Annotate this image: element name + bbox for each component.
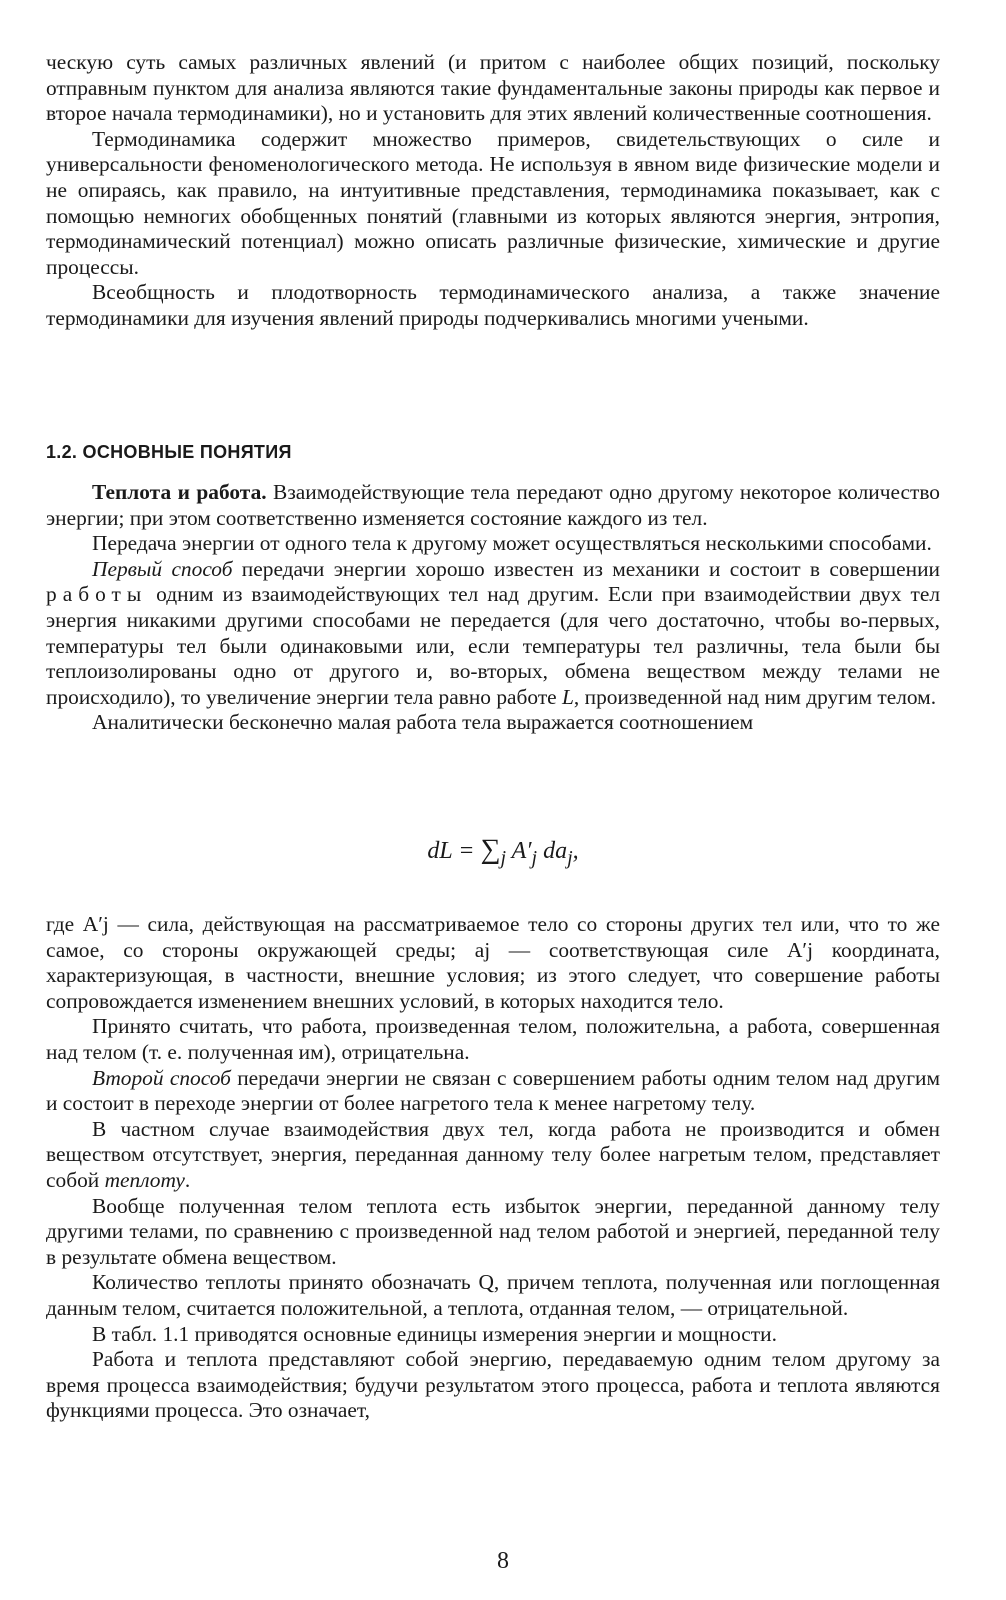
tail-index: j [567,846,573,869]
second-way-text: передачи энергии не связан с совершением работы одним телом над другим и состоит в переходе энергии от более нагретого тела к менее нагретому телу. [46,1065,941,1116]
force-definition-paragraph: где A′j — сила, действующая на рассматриваемое тело со стороны других тел или, что то же самое, со стороны окружающей среды; aj — соответствующая силе A′j координата, характеризующая, в частности, внешние условия; из этого следует, что совершение работы сопровождается изменением внешних условий, в которых находится тело. [46,912,940,1013]
intro-text [46,50,940,332]
formula-lhs: dL = [427,838,481,864]
p3-text-b: одним из взаимодействующих тел над другим. Если при взаимодействии двух тел энергия никакими другими способами не передается (для чего достаточно, чтобы во-первых, температуры тел были одинаковыми или, если температуры тел различны, тела были бы теплоизолированы одно от другого и, во-вторых, обмена веществом между телами не происходило), то увеличение энергии тела равно работе [46,582,940,709]
second-way-paragraph [46,1066,940,1117]
special-case-paragraph [46,1117,940,1194]
first-way-term: Первый способ [92,556,233,581]
closing-paragraph-2: Количество теплоты принято обозначать Q, причем теплота, полученная или поглощенная данным телом, считается положительной, а теплота, отданная телом, — отрицательной. [46,1270,940,1320]
heat-work-paragraph-2: Передача энергии от одного тела к другому может осуществляться несколькими способами. [92,531,932,556]
special-case-text: В частном случае взаимодействия двух тел, когда работа не производится и обмен веществом отсутствует, энергия, переданная данному телу более нагретым телом, представляет собой [46,1116,940,1192]
heat-work-paragraph-1 [46,480,940,531]
page-number: 8 [497,1548,509,1574]
sum-symbol: ∑ [480,834,501,865]
special-case-end: . [184,1167,191,1192]
heat-work-paragraph-4: Аналитически бесконечно малая работа тела выражается соотношением [92,710,754,735]
closing-paragraph-1: Вообще полученная телом теплота есть избыток энергии, переданной данному телу другими телами, по сравнению с произведенной над телом работой и энергией, переданной телу в результате обмена веществом. [46,1193,940,1269]
main-text [46,912,940,1424]
intro-paragraph-2: Термодинамика содержит множество примеров, свидетельствующих о силе и универсальности феноменологического метода. Не используя в явном виде физические модели и не опираясь, как правило, на интуитивные представления, термодинамика показывает, как с помощью немногих обобщенных понятий (главными из которых являются энергия, энтропия, термодинамический потенциал) можно описать различные физические, химические и другие процессы. [46,126,940,279]
p3-text-a: передачи энергии хорошо известен из механики и состоит в совершении [232,556,940,581]
heat-work-text [46,480,940,736]
p3-text-c: , произведенной над ним другим телом. [573,684,937,709]
term-index: j [531,846,538,869]
sum-index: j [500,846,506,869]
work-spaced-term: работы [46,582,148,607]
section-heading: 1.2. ОСНОВНЫЕ ПОНЯТИЯ [46,442,292,462]
run-in-title: Теплота и работа. [92,480,267,504]
variable-L: L [562,684,574,709]
heat-term: теплоту [104,1167,185,1192]
work-formula [0,834,1006,870]
heat-work-paragraph-3 [46,557,940,711]
second-way-term: Второй способ [92,1065,231,1090]
heat-work-p1-text: Взаимодействующие тела передают одно другому некоторое количество энергии; при этом соответственно изменяется состояние каждого из тел. [46,480,940,530]
sign-convention-paragraph: Принято считать, что работа, произведенная телом, положительна, а работа, совершенная над телом (т. е. полученная им), отрицательна. [46,1014,940,1064]
closing-paragraph-4: Работа и теплота представляют собой энергию, передаваемую одним телом другому за время процесса взаимодействия; будучи результатом этого процесса, работа и теплота являются функциями процесса. Это означает, [46,1347,940,1423]
formula-term: A′ [511,838,532,864]
intro-paragraph-3: Всеобщность и плодотворность термодинамического анализа, а также значение термодинамики для изучения явлений природы подчеркивались многими учеными. [46,280,940,330]
closing-paragraph-3: В табл. 1.1 приводятся основные единицы измерения энергии и мощности. [92,1321,777,1346]
formula-end: , [572,838,579,864]
intro-paragraph-1: ческую суть самых различных явлений (и притом с наиболее общих позиций, поскольку отправным пунктом для анализа являются такие фундаментальные законы природы как первое и второе начала термодинамики), но и установить для этих явлений количественные соотношения. [46,50,940,126]
formula-tail: da [543,838,568,864]
